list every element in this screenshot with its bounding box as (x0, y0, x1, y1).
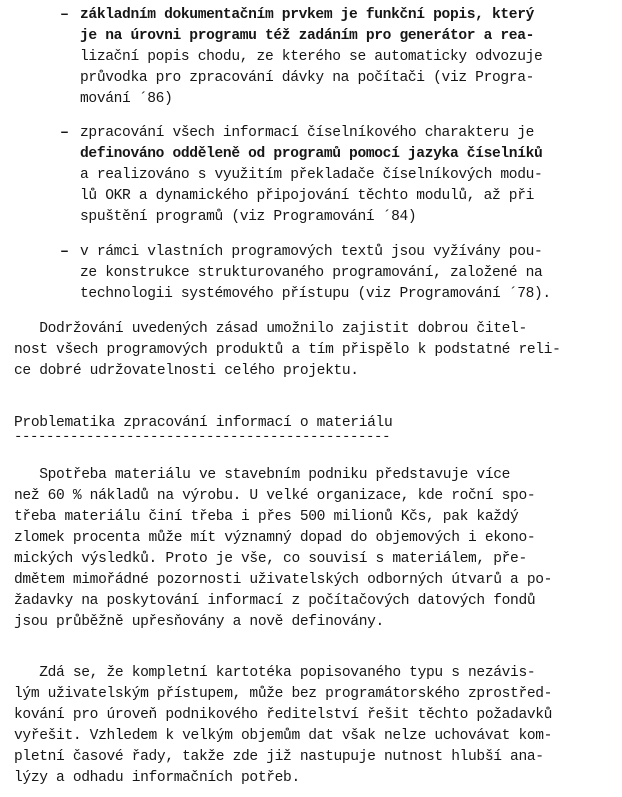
paragraph-line: nost všech programových produktů a tím přispělo k podstatné reli- (14, 342, 561, 358)
list-item-line: je na úrovni programu též zadáním pro generátor a rea- (80, 28, 535, 44)
list-item-line: v rámci vlastních programových textů jsou vyžívány pou- (80, 244, 543, 260)
list-item-line: lů OKR a dynamického připojování těchto modulů, až při (80, 188, 535, 204)
paragraph-line: Dodržování uvedených zásad umožnilo zajistit dobrou čitel- (14, 321, 527, 337)
paragraph-line: kování pro úroveň podnikového ředitelství řešit těchto požadavků (14, 707, 553, 723)
list-item-line: technologii systémového přístupu (viz Programování ´78). (80, 286, 551, 302)
list-item-line: průvodka pro zpracování dávky na počítači (viz Progra- (80, 70, 535, 86)
list-item-line: ze konstrukce strukturovaného programování, založené na (80, 265, 543, 281)
paragraph-line: mických výsledků. Proto je vše, co souvisí s materiálem, pře- (14, 551, 527, 567)
section-heading: Problematika zpracování informací o materiálu (14, 415, 393, 431)
paragraph-line: Spotřeba materiálu ve stavebním podniku představuje více (14, 467, 511, 483)
list-bullet: – (60, 6, 70, 23)
paragraph-line: lýzy a odhadu informačních potřeb. (14, 770, 300, 786)
paragraph-line: Zdá se, že kompletní kartotéka popisovaného typu s nezávis- (14, 665, 536, 681)
list-item-line: definováno odděleně od programů pomocí jazyka číselníků (80, 146, 543, 162)
heading-underline: ----------------------------------------------- (14, 432, 391, 442)
paragraph-line: jsou průběžně upřesňovány a nově definovány. (14, 614, 384, 630)
paragraph-line: zlomek procenta může mít významný dopad do objemových i ekono- (14, 530, 536, 546)
list-bullet: – (60, 124, 70, 141)
list-item-line: lizační popis chodu, ze kterého se automaticky odvozuje (80, 49, 543, 65)
paragraph-line: lým uživatelským přístupem, může bez programátorského zprostřed- (14, 686, 553, 702)
paragraph-line: žadavky na poskytování informací z počítačových datových fondů (14, 593, 536, 609)
paragraph-line: ce dobré udržovatelnosti celého projektu. (14, 363, 359, 379)
list-item-line: základním dokumentačním prvkem je funkční popis, který (80, 7, 535, 23)
list-item-line: spuštění programů (viz Programování ´84) (80, 209, 417, 225)
list-bullet: – (60, 243, 70, 260)
list-item-line: zpracování všech informací číselníkového charakteru je (80, 125, 535, 141)
list-item-line: a realizováno s využitím překladače číselníkových modu- (80, 167, 543, 183)
paragraph-line: než 60 % nákladů na výrobu. U velké organizace, kde roční spo- (14, 488, 536, 504)
paragraph-line: dmětem mimořádné pozornosti uživatelských odborných útvarů a po- (14, 572, 553, 588)
paragraph-line: vyřešit. Vzhledem k velkým objemům dat však nelze uchovávat kom- (14, 728, 553, 744)
paragraph-line: pletní časové řady, takže zde již nastupuje nutnost hlubší ana- (14, 749, 544, 765)
list-item-line: mování ´86) (80, 91, 173, 107)
paragraph-line: třeba materiálu činí třeba i přes 500 milionů Kčs, pak každý (14, 509, 519, 525)
